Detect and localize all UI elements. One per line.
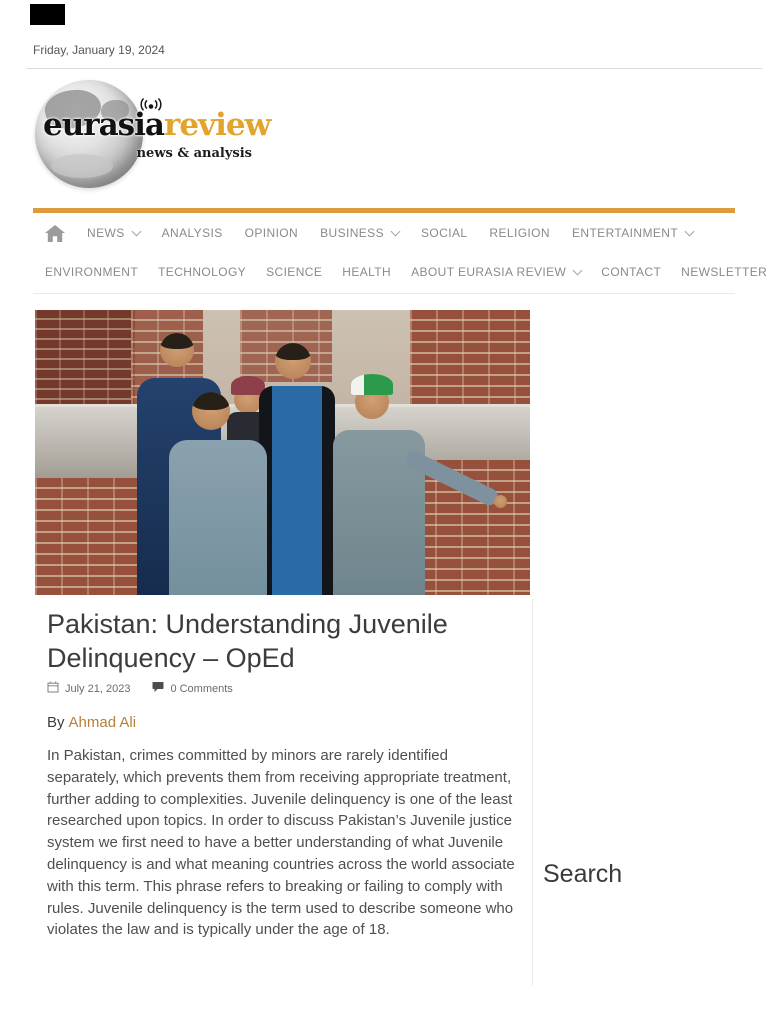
byline-prefix: By [47,714,65,731]
article-body: In Pakistan, crimes committed by minors are rarely identified separately, which prevents them from receiving appropriate treatment, further adding to complexities. Juvenile delinquency is one of the least researched upon topics. In order to discuss Pakistan’s Juvenile justice system we first need to have a better understanding of what Juvenile delinquency is and what meaning countries across the world associate with this term. This phrase refers to breaking or failing to comply with rules. Juvenile delinquency is the term used to describe someone who violates the law and is typically under the age of 18. [47,747,515,939]
byline [47,714,136,731]
nav-item-label: ANALYSIS [161,226,223,240]
nav-item-social[interactable] [421,226,467,240]
chevron-down-icon [573,265,583,275]
boy-blue-torso [259,386,335,595]
header-divider [26,68,762,69]
top-left-black-mark [30,4,65,25]
nav-item-label: SCIENCE [266,264,323,279]
nav-item-label: ENVIRONMENT [45,264,139,279]
nav-item-label: NEWS [87,226,125,240]
nav-item-entertainment[interactable] [572,226,693,240]
chevron-down-icon [391,227,401,237]
comments-count[interactable]: 0 Comments [170,682,233,695]
nav-item-label: OPINION [244,226,299,240]
nav-item-religion[interactable] [489,226,550,240]
author-link[interactable]: Ahmad Ali [68,714,137,731]
nav-item-label: HEALTH [342,264,392,279]
chevron-down-icon [131,227,141,237]
article-date[interactable]: July 21, 2023 [65,682,131,695]
article-title: Pakistan: Understanding Juvenile Delinquency – OpEd [47,609,448,673]
nav-home[interactable] [45,225,65,242]
green-cap [351,374,393,395]
nav-row-2 [33,253,768,293]
nav-row-1 [33,213,735,253]
brand-wordmark [43,107,271,143]
article-featured-image [35,310,530,595]
nav-item-label: ENTERTAINMENT [571,226,679,240]
content-sidebar-divider [532,598,533,986]
nav-item-business[interactable] [320,226,399,240]
boy-grey-torso [169,440,267,595]
boy-navy-head [160,333,194,367]
nav-item-label: NEWSLETTER [681,264,768,279]
boy-grey-head [192,392,230,430]
nav-item-label: CONTACT [601,264,662,279]
nav-item-environment[interactable] [45,265,138,279]
nav-item-label: RELIGION [489,226,550,240]
nav-item-label: TECHNOLOGY [158,264,247,279]
calendar-icon [47,681,59,696]
boy-blue-head [275,343,311,379]
main-navigation [33,208,768,294]
home-icon [45,225,65,242]
comment-icon [152,681,164,696]
article-meta [47,681,233,696]
nav-item-label: ABOUT EURASIA REVIEW [411,264,567,279]
site-logo[interactable] [35,80,271,194]
brand-review: review [164,107,271,143]
nav-item-label: SOCIAL [421,226,468,240]
nav-item-technology[interactable] [158,265,246,279]
brand-eurasia: eurasia [43,107,164,143]
nav-item-newsletter[interactable] [681,265,767,279]
nav-item-about-eurasia-review[interactable] [411,265,581,279]
boy-green-hand [494,495,507,508]
current-date: Friday, January 19, 2024 [33,43,165,57]
nav-item-opinion[interactable] [245,226,298,240]
brand-tagline: news & analysis [136,146,252,161]
nav-item-analysis[interactable] [162,226,223,240]
nav-item-science[interactable] [266,265,322,279]
chevron-down-icon [685,227,695,237]
sidebar-search-heading: Search [543,860,623,888]
nav-item-label: BUSINESS [320,226,384,240]
nav-item-news[interactable] [87,226,140,240]
nav-item-health[interactable] [342,265,391,279]
nav-item-contact[interactable] [601,265,661,279]
